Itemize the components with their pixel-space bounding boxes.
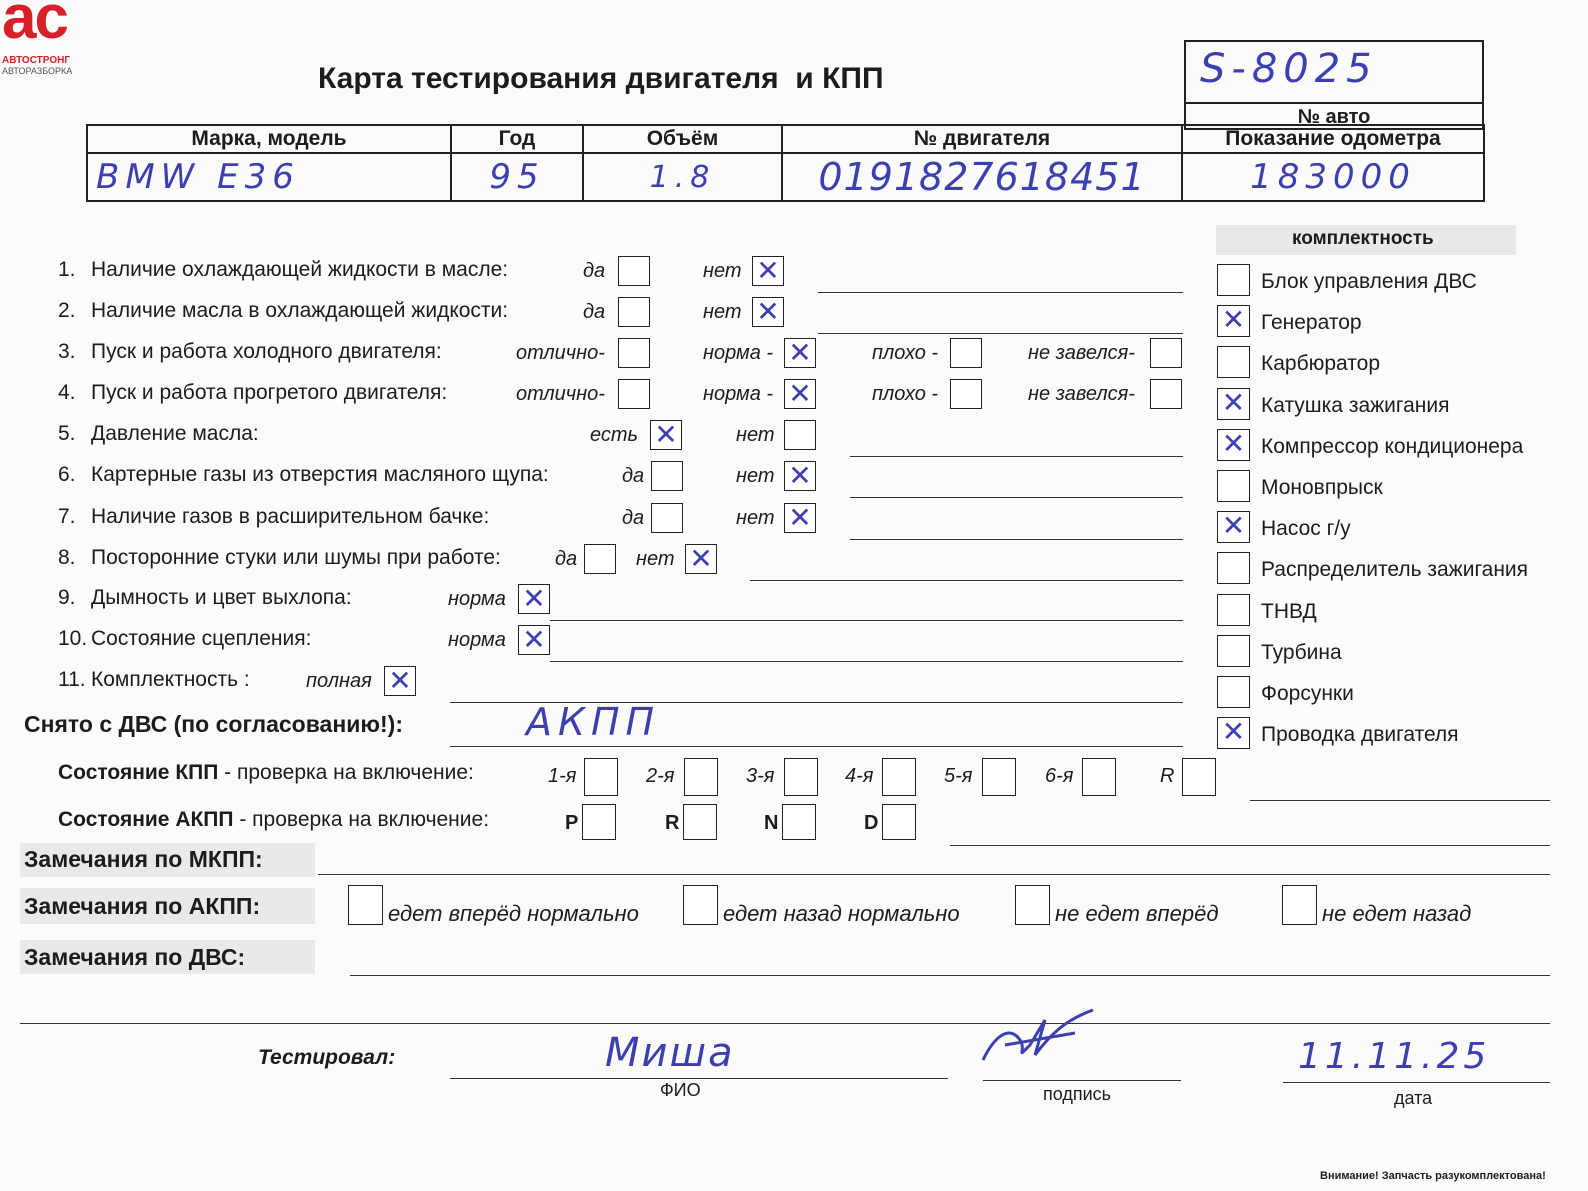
completeness-checkbox[interactable] [1217, 346, 1250, 378]
gear-checkbox[interactable] [882, 758, 916, 796]
volume-label: Объём [583, 125, 782, 153]
completeness-checkbox[interactable] [1217, 635, 1250, 667]
completeness-title: комплектность [1292, 228, 1434, 249]
option-label: нет [703, 301, 742, 323]
question-text: Наличие масла в охлаждающей жидкости: [91, 299, 509, 322]
completeness-checkbox[interactable] [1217, 594, 1250, 626]
question-number: 6. [58, 463, 76, 486]
completeness-item-label: Распределитель зажигания [1261, 558, 1529, 582]
completeness-item-label: Моновпрыск [1261, 476, 1383, 499]
question-text: Давление масла: [91, 422, 259, 445]
question-text: Наличие охлаждающей жидкости в масле: [91, 258, 509, 281]
option-label: нет [736, 424, 775, 446]
make-label: Марка, модель [87, 125, 451, 153]
engine-label: № двигателя [782, 125, 1182, 153]
akpp-remark-checkbox[interactable] [1015, 885, 1050, 925]
completeness-checkbox[interactable] [1217, 676, 1250, 708]
volume-value: 1.8 [583, 153, 782, 201]
option-checkbox[interactable] [518, 584, 550, 614]
year-label: Год [451, 125, 583, 153]
option-label: норма - [703, 342, 774, 364]
question-number: 4. [58, 381, 76, 404]
completeness-item-label: ТНВД [1261, 599, 1317, 623]
completeness-item-label: Компрессор кондиционера [1261, 434, 1524, 458]
year-value: 95 [451, 153, 583, 201]
option-label: да [555, 548, 578, 570]
gear-label: N [764, 812, 779, 834]
gear-label: 2-я [646, 765, 675, 787]
question-number: 2. [58, 299, 76, 322]
signature-label: подпись [1043, 1084, 1112, 1104]
gear-label: R [1160, 765, 1175, 787]
question-number: 3. [58, 340, 76, 363]
odometer-label: Показание одометра [1182, 125, 1484, 153]
option-label: нет [736, 507, 775, 529]
auto-number-label: № авто [1297, 106, 1371, 128]
option-checkbox[interactable] [384, 666, 416, 696]
option-label: норма [448, 588, 506, 610]
logo-mark: ас [2, 0, 67, 52]
gear-checkbox[interactable] [1182, 758, 1216, 796]
completeness-checkbox[interactable] [1217, 305, 1250, 337]
option-label: нет [636, 548, 675, 570]
completeness-checkbox[interactable] [1217, 429, 1250, 461]
gear-checkbox[interactable] [882, 804, 916, 840]
completeness-checkbox[interactable] [1217, 511, 1250, 543]
option-checkbox[interactable] [784, 503, 816, 533]
option-label: полная [306, 670, 372, 692]
option-label: да [583, 260, 606, 282]
auto-number-value: S-8025 [1200, 46, 1378, 92]
gear-label: 1-я [548, 765, 577, 787]
completeness-item-label: Насос г/у [1261, 517, 1351, 541]
gear-checkbox[interactable] [782, 804, 816, 840]
tested-label: Тестировал: [258, 1046, 396, 1069]
option-label: плохо - [872, 383, 939, 405]
akpp-remark-label: едет назад нормально [723, 901, 960, 926]
option-label: да [622, 507, 645, 529]
option-checkbox[interactable] [784, 461, 816, 491]
date-label: дата [1394, 1088, 1433, 1108]
option-checkbox[interactable] [618, 297, 650, 327]
option-label: плохо - [872, 342, 939, 364]
removed-label: Снято с ДВС (по согласованию!): [24, 711, 403, 737]
option-checkbox[interactable] [651, 503, 683, 533]
question-text: Состояние сцепления: [91, 627, 312, 650]
gear-checkbox[interactable] [684, 758, 718, 796]
odometer-value: 183000 [1182, 153, 1484, 201]
remarks-dvs-label: Замечания по ДВС: [24, 944, 246, 970]
gear-label: R [665, 812, 680, 834]
logo-sub: АВТОРАЗБОРКА [2, 66, 73, 76]
gear-label: 5-я [944, 765, 973, 787]
gear-checkbox[interactable] [982, 758, 1016, 796]
gear-label: P [565, 812, 579, 834]
option-checkbox[interactable] [1150, 338, 1182, 368]
option-checkbox[interactable] [950, 379, 982, 409]
akpp-remark-label: не едет назад [1322, 901, 1472, 926]
akpp-remark-checkbox[interactable] [348, 885, 383, 925]
option-label: норма [448, 629, 506, 651]
question-number: 5. [58, 422, 76, 445]
gear-checkbox[interactable] [683, 804, 717, 840]
option-checkbox[interactable] [618, 379, 650, 409]
completeness-checkbox[interactable] [1217, 470, 1250, 502]
option-label: отлично- [516, 383, 605, 405]
question-text: Картерные газы из отверстия масляного щупа: [91, 463, 549, 486]
question-text: Дымность и цвет выхлопа: [91, 586, 352, 609]
name-label: ФИО [660, 1080, 701, 1100]
remarks-akpp-label: Замечания по АКПП: [24, 893, 261, 919]
completeness-checkbox[interactable] [1217, 264, 1250, 296]
option-checkbox[interactable] [518, 625, 550, 655]
gear-label: 6-я [1045, 765, 1074, 787]
option-label: не завелся- [1028, 383, 1135, 405]
engine-value: 0191827618451 [782, 153, 1182, 201]
make-value: BMW E36 [87, 153, 451, 201]
akpp-remark-label: едет вперёд нормально [388, 901, 639, 926]
logo [0, 0, 100, 78]
option-checkbox[interactable] [752, 297, 784, 327]
option-checkbox[interactable] [650, 420, 682, 450]
remarks-mkpp-label: Замечания по МКПП: [24, 846, 263, 872]
question-text: Наличие газов в расширительном бачке: [91, 505, 490, 528]
completeness-item-label: Блок управления ДВС [1261, 270, 1477, 293]
gear-checkbox[interactable] [582, 804, 616, 840]
question-text: Комплектность : [91, 668, 250, 691]
completeness-checkbox[interactable] [1217, 552, 1250, 584]
question-text: Посторонние стуки или шумы при работе: [91, 546, 501, 569]
akpp-remark-label: не едет вперёд [1055, 901, 1219, 926]
question-number: 8. [58, 546, 76, 569]
akpp-remark-checkbox[interactable] [683, 885, 718, 925]
akpp-remark-checkbox[interactable] [1282, 885, 1317, 925]
option-checkbox[interactable] [784, 420, 816, 450]
auto-number-box [1184, 40, 1484, 130]
question-number: 7. [58, 505, 76, 528]
option-label: нет [703, 260, 742, 282]
question-number: 11. [58, 668, 86, 691]
option-label: да [583, 301, 606, 323]
completeness-item-label: Карбюратор [1261, 352, 1381, 376]
akpp-check-label: Состояние АКПП - проверка на включение: [58, 808, 490, 831]
removed-value: АКПП [526, 700, 661, 744]
option-label: не завелся- [1028, 342, 1135, 364]
option-checkbox[interactable] [618, 256, 650, 286]
option-label: нет [736, 465, 775, 487]
page-title: Карта тестирования двигателя и КПП [318, 62, 884, 95]
completeness-item-label: Катушка зажигания [1261, 393, 1450, 417]
mkpp-check-label: Состояние КПП - проверка на включение: [58, 761, 474, 784]
logo-brand: АВТОСТРОНГ [2, 55, 70, 66]
gear-checkbox[interactable] [584, 758, 618, 796]
completeness-item-label: Генератор [1261, 311, 1362, 335]
question-text: Пуск и работа холодного двигателя: [91, 340, 442, 363]
gear-label: D [864, 812, 879, 834]
option-checkbox[interactable] [685, 544, 717, 574]
completeness-checkbox[interactable] [1217, 717, 1250, 749]
question-number: 10. [58, 627, 88, 650]
option-checkbox[interactable] [1150, 379, 1182, 409]
gear-checkbox[interactable] [1082, 758, 1116, 796]
completeness-item-label: Форсунки [1261, 682, 1354, 705]
option-label: норма - [703, 383, 774, 405]
vehicle-header-table [86, 124, 1485, 202]
warning-text: Внимание! Запчасть разукомплектована! [1320, 1170, 1546, 1182]
gear-checkbox[interactable] [784, 758, 818, 796]
completeness-item-label: Проводка двигателя [1261, 723, 1459, 747]
completeness-item-label: Турбина [1261, 640, 1342, 664]
date-value: 11.11.25 [1298, 1036, 1491, 1077]
option-label: отлично- [516, 342, 605, 364]
option-label: да [622, 465, 645, 487]
option-checkbox[interactable] [950, 338, 982, 368]
gear-label: 3-я [746, 765, 775, 787]
option-checkbox[interactable] [784, 338, 816, 368]
signature-image [975, 1005, 1105, 1070]
option-checkbox[interactable] [618, 338, 650, 368]
option-checkbox[interactable] [752, 256, 784, 286]
option-checkbox[interactable] [784, 379, 816, 409]
tester-name-value: Миша [605, 1030, 735, 1076]
question-text: Пуск и работа прогретого двигателя: [91, 381, 448, 404]
option-checkbox[interactable] [584, 544, 616, 574]
completeness-checkbox[interactable] [1217, 388, 1250, 420]
option-checkbox[interactable] [651, 461, 683, 491]
gear-label: 4-я [845, 765, 874, 787]
question-number: 9. [58, 586, 76, 609]
option-label: есть [590, 424, 639, 446]
question-number: 1. [58, 258, 76, 281]
